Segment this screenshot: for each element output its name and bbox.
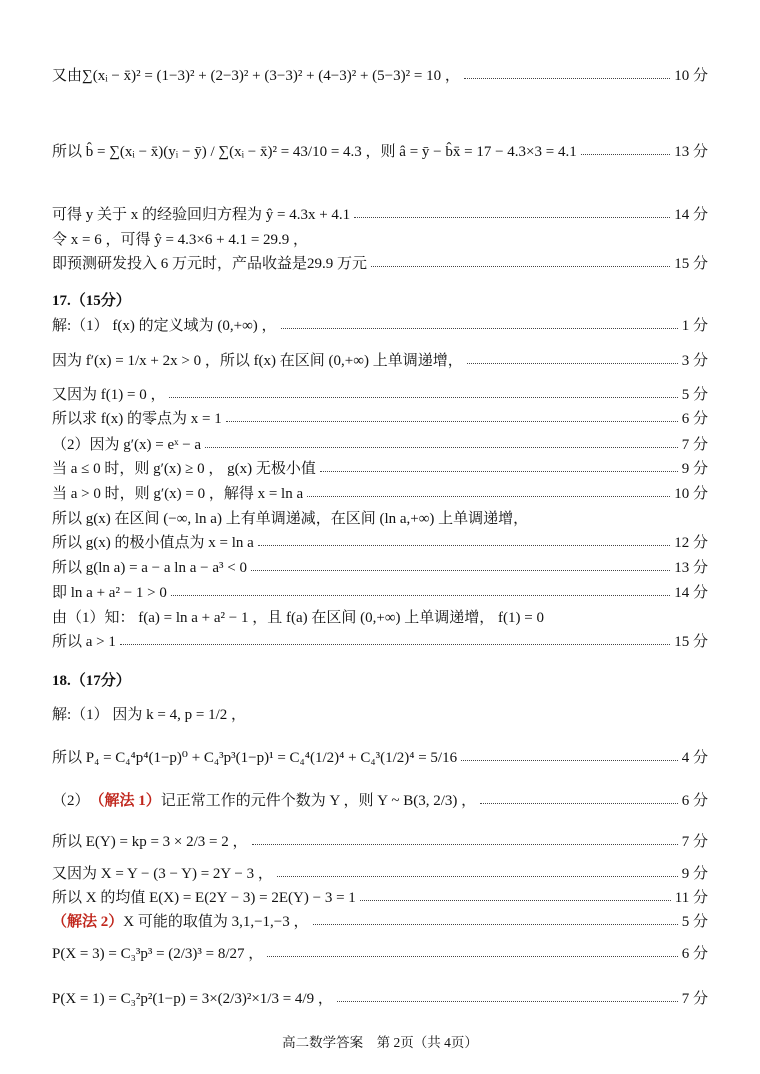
answer-text: 所以 g(ln a) = a − a ln a − a³ < 0	[52, 560, 247, 576]
dot-leader	[337, 1001, 678, 1002]
q17-line	[52, 556, 708, 577]
dot-leader	[581, 154, 671, 155]
score-mark: 10 分	[674, 68, 708, 84]
answer-text: 解:（1） f(x) 的定义域为 (0,+∞) ，	[52, 318, 277, 334]
answer-text: 令 x = 6 ，可得 ŷ = 4.3×6 + 4.1 = 29.9 ，	[52, 232, 309, 248]
dot-leader	[360, 900, 671, 901]
q16-line	[52, 64, 708, 85]
dot-leader	[252, 844, 678, 845]
score-mark: 6 分	[681, 793, 708, 809]
score-mark: 1 分	[681, 318, 708, 334]
score-mark: 15 分	[674, 256, 708, 272]
q18-line	[52, 942, 708, 963]
answer-text: 由（1）知： f(a) = ln a + a² − 1 ，且 f(a) 在区间 (0,+∞) 上单调递增， f(1) = 0	[52, 610, 544, 626]
q18-line	[52, 987, 708, 1008]
score-mark: 4 分	[681, 750, 708, 766]
answer-text: 因为 f′(x) = 1/x + 2x > 0 ，所以 f(x) 在区间 (0,+∞) 上单调递增，	[52, 353, 463, 369]
score-mark: 7 分	[681, 834, 708, 850]
answer-text: 又由∑(xᵢ − x̄)² = (1−3)² + (2−3)² + (3−3)² + (4−3)² + (5−3)² = 10 ，	[52, 68, 460, 84]
q17-line	[52, 630, 708, 651]
score-mark: 5 分	[681, 387, 708, 403]
answer-text: 可得 y 关于 x 的经验回归方程为 ŷ = 4.3x + 4.1	[52, 207, 351, 223]
score-mark: 5 分	[681, 914, 708, 930]
answer-text: 解:（1） 因为 k = 4, p = 1/2 ，	[52, 707, 247, 723]
score-mark: 9 分	[681, 461, 708, 477]
answer-text: 即预测研发投入 6 万元时，产品收益是29.9 万元	[52, 256, 368, 272]
score-mark: 9 分	[681, 866, 708, 882]
q17-line	[52, 531, 708, 552]
answer-text: 当 a ≤ 0 时，则 g′(x) ≥ 0 ， g(x) 无极小值	[52, 461, 316, 477]
score-mark: 13 分	[674, 144, 708, 160]
score-mark: 14 分	[674, 207, 708, 223]
q17-line	[52, 507, 708, 528]
answer-text: （2）	[52, 793, 90, 809]
score-mark: 15 分	[674, 634, 708, 650]
answer-text: 所以 b̂ = ∑(xᵢ − x̄)(yᵢ − ȳ) / ∑(xᵢ − x̄)² = 43/10 = 4.3 ，则 â = ȳ − b̂x̄ = 17 − 4.3×3 = 4.1	[52, 144, 577, 160]
q16-line	[52, 228, 708, 249]
answer-text: 又因为 f(1) = 0 ，	[52, 387, 166, 403]
answer-text: 又因为 X = Y − (3 − Y) = 2Y − 3 ，	[52, 866, 273, 882]
score-mark: 6 分	[681, 411, 708, 427]
dot-leader	[267, 956, 677, 957]
dot-leader	[320, 471, 678, 472]
q18-line	[52, 886, 708, 907]
answer-text: 所以求 f(x) 的零点为 x = 1	[52, 411, 222, 427]
q16-line	[52, 203, 708, 224]
score-mark: 6 分	[681, 946, 708, 962]
answer-text: P(X = 1) = C₃²p²(1−p) = 3×(2/3)²×1/3 = 4/9 ，	[52, 991, 333, 1007]
score-mark: 10 分	[674, 486, 708, 502]
score-mark: 3 分	[681, 353, 708, 369]
answer-text: X 可能的取值为 3,1,−1,−3 ，	[123, 914, 309, 930]
dot-leader	[371, 266, 670, 267]
dot-leader	[205, 447, 678, 448]
dot-leader	[258, 545, 670, 546]
q18-line	[52, 830, 708, 851]
answer-text: 所以 g(x) 的极小值点为 x = ln a	[52, 535, 254, 551]
q18-line	[52, 746, 708, 767]
dot-leader	[251, 570, 670, 571]
score-mark: 7 分	[681, 437, 708, 453]
dot-leader	[169, 397, 677, 398]
q18-heading: 18.（17分）	[52, 673, 131, 689]
answer-text: P(X = 3) = C₃³p³ = (2/3)³ = 8/27 ，	[52, 946, 264, 962]
q17-line	[52, 383, 708, 404]
q17-line	[52, 457, 708, 478]
dot-leader	[307, 496, 670, 497]
dot-leader	[464, 78, 670, 79]
answer-text: 所以 P₄ = C₄⁴p⁴(1−p)⁰ + C₄³p³(1−p)¹ = C₄⁴(1/2)⁴ + C₄³(1/2)⁴ = 5/16	[52, 750, 458, 766]
score-mark: 13 分	[674, 560, 708, 576]
score-mark: 12 分	[674, 535, 708, 551]
dot-leader	[281, 328, 678, 329]
q18-line	[52, 703, 708, 724]
answer-text: （2）因为 g′(x) = eˣ − a	[52, 437, 202, 453]
dot-leader	[480, 803, 678, 804]
q17-heading: 17.（15分）	[52, 293, 131, 309]
dot-leader	[120, 644, 670, 645]
q17-line	[52, 433, 708, 454]
dot-leader	[226, 421, 678, 422]
answer-text: 所以 a > 1	[52, 634, 116, 650]
q17-line	[52, 581, 708, 602]
answer-text: 所以 g(x) 在区间 (−∞, ln a) 上有单调递减，在区间 (ln a,+∞) 上单调递增，	[52, 511, 529, 527]
dot-leader	[313, 924, 678, 925]
answer-text: 所以 X 的均值 E(X) = E(2Y − 3) = 2E(Y) − 3 = 1	[52, 890, 356, 906]
method-label: （解法 1）	[89, 793, 161, 809]
q17-line	[52, 349, 708, 370]
q16-line	[52, 140, 708, 161]
answer-text: 所以 E(Y) = kp = 3 × 2/3 = 2 ，	[52, 834, 248, 850]
q16-line	[52, 252, 708, 273]
q18-line	[52, 862, 708, 883]
dot-leader	[461, 760, 678, 761]
page-footer: 高二数学答案 第 2页（共 4页）	[282, 1035, 478, 1050]
q17-line	[52, 606, 708, 627]
dot-leader	[171, 595, 670, 596]
q17-line	[52, 314, 708, 335]
score-mark: 11 分	[674, 890, 708, 906]
score-mark: 7 分	[681, 991, 708, 1007]
q18-line	[52, 910, 708, 931]
q18-line	[52, 789, 708, 810]
dot-leader	[354, 217, 670, 218]
dot-leader	[467, 363, 678, 364]
method-label: （解法 2）	[52, 914, 124, 930]
answer-text: 即 ln a + a² − 1 > 0	[52, 585, 167, 601]
score-mark: 14 分	[674, 585, 708, 601]
answer-text: 记正常工作的元件个数为 Y ，则 Y ~ B(3, 2/3) ，	[160, 793, 477, 809]
dot-leader	[277, 876, 678, 877]
answer-text: 当 a > 0 时，则 g′(x) = 0 ，解得 x = ln a	[52, 486, 304, 502]
q17-line	[52, 407, 708, 428]
q17-line	[52, 482, 708, 503]
